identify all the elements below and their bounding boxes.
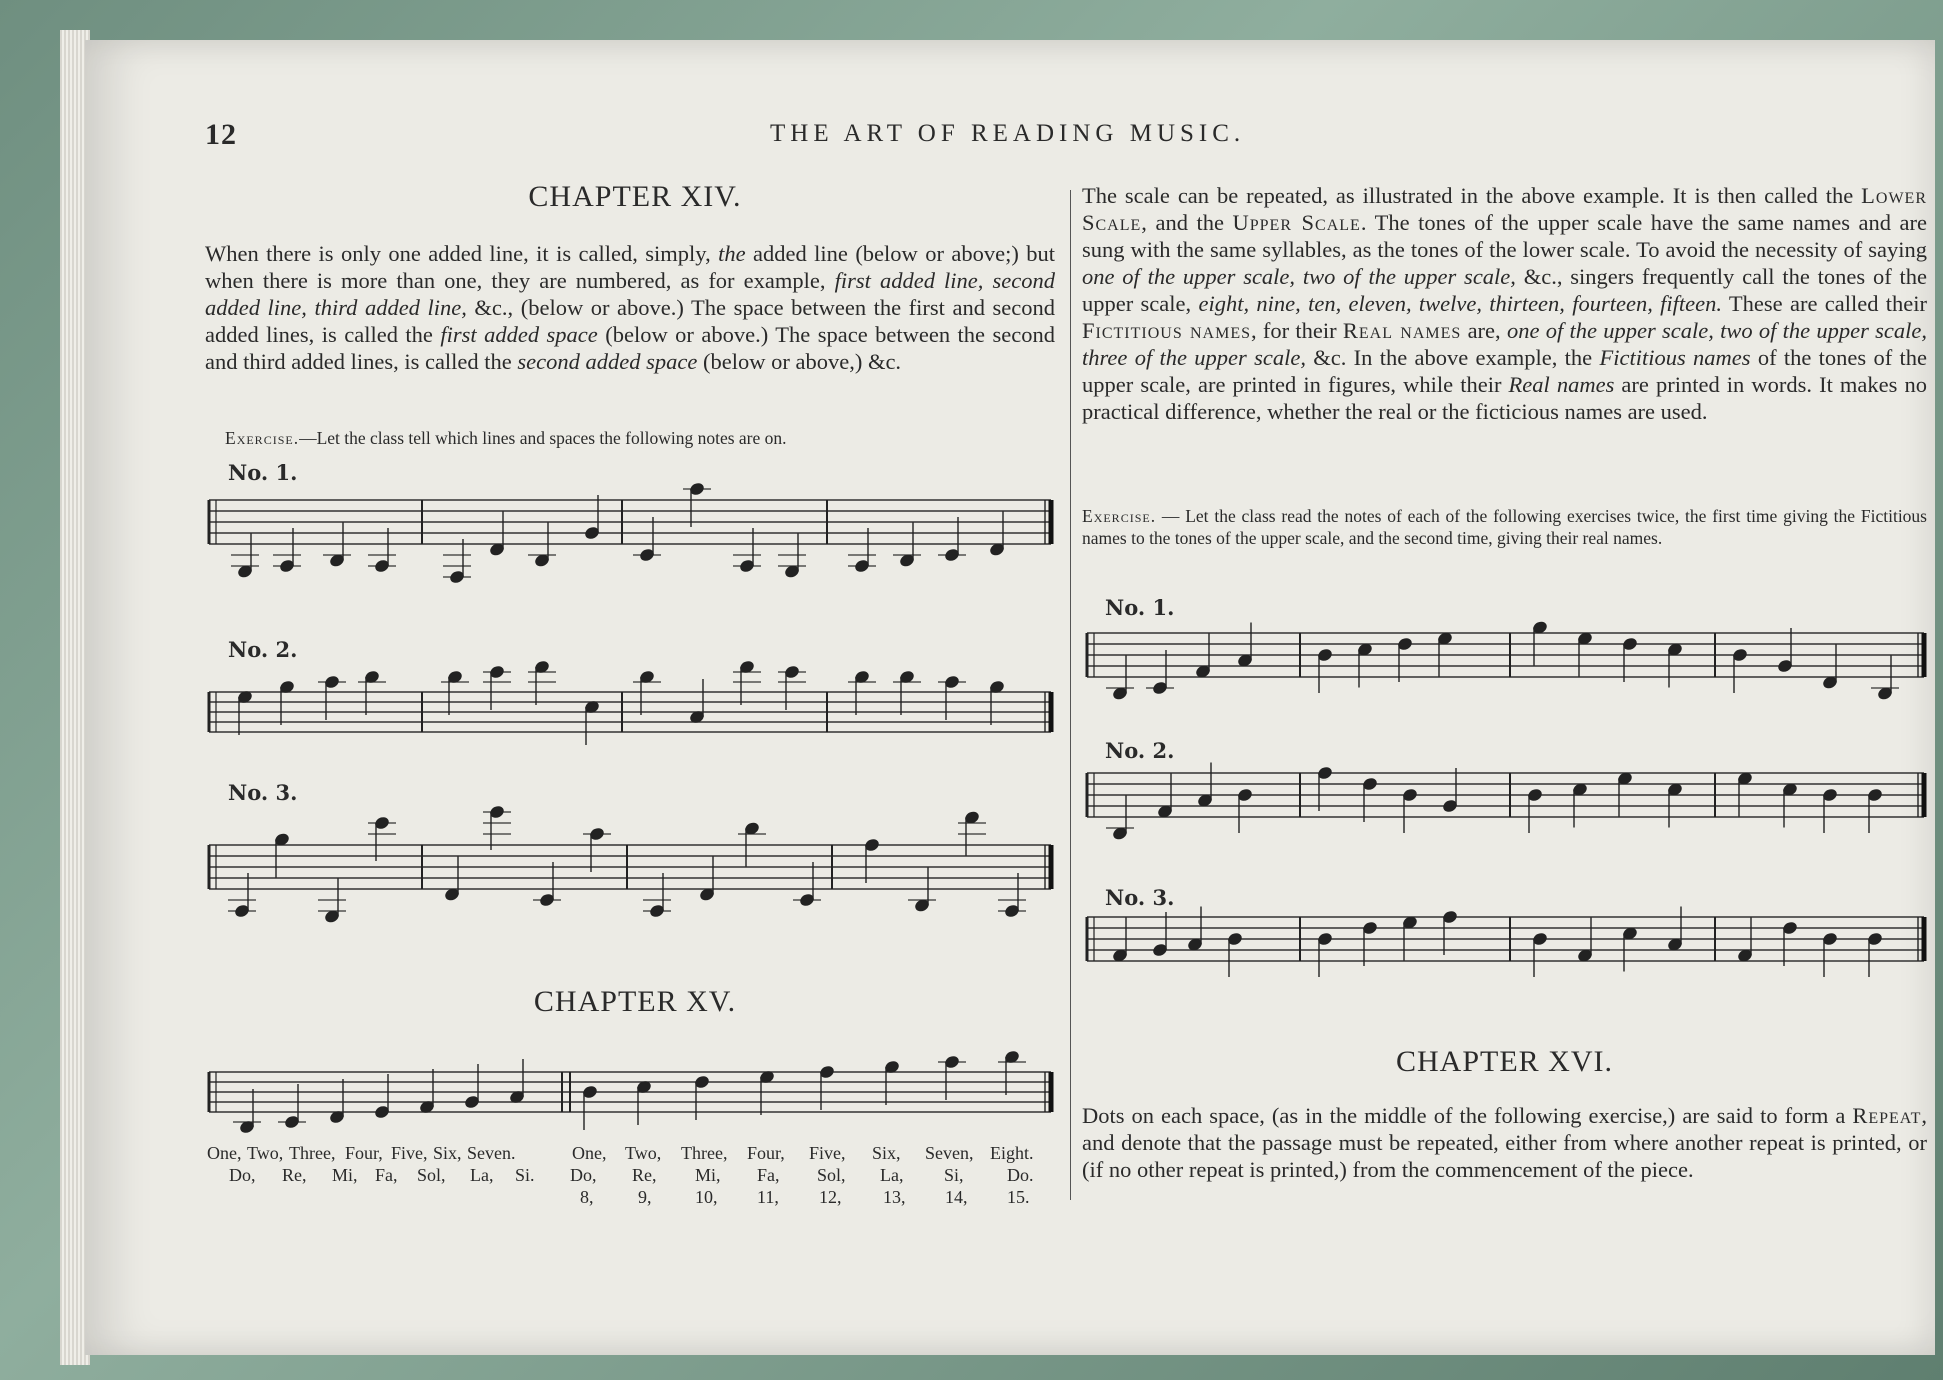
- music-staff-r2: [1085, 755, 1930, 865]
- chapter-16-title: CHAPTER XVI.: [1395, 1045, 1613, 1078]
- syllable-solfege: La,: [880, 1165, 904, 1185]
- chapter-16-paragraph: Dots on each space, (as in the middle of the following exercise,) are said to form a Repeat, and denote that the passage must be repeated, either from where another repeat is printed, or (if no other repeat is printed,) from the commencement of the piece.: [1082, 1103, 1927, 1182]
- syllable-figure: 12,: [819, 1187, 842, 1207]
- exercise-instruction-right: Exercise. — Let the class read the notes of each of the following exercises twice, the first time giving the Fictitious names to the tones of the upper scale, and the second time, giving their real names.: [1082, 506, 1927, 548]
- syllable-number: Two,: [247, 1143, 284, 1163]
- syllable-number: Six,: [433, 1143, 462, 1163]
- syllable-solfege: La,: [470, 1165, 494, 1185]
- syllable-number: One,: [207, 1143, 242, 1163]
- syllable-number: Three,: [681, 1143, 728, 1163]
- syllable-number: Seven,: [925, 1143, 974, 1163]
- syllable-solfege: Do.: [1007, 1165, 1034, 1185]
- column-divider: [1070, 190, 1071, 1200]
- syllable-solfege: Sol,: [817, 1165, 846, 1185]
- syllable-solfege: Si.: [515, 1165, 535, 1185]
- syllable-number: One,: [572, 1143, 607, 1163]
- chapter-15-title: CHAPTER XV.: [533, 985, 737, 1018]
- music-staff-l2: [207, 680, 1057, 760]
- page-number: 12: [205, 118, 237, 151]
- syllable-solfege: Sol,: [417, 1165, 446, 1185]
- syllable-number: Two,: [625, 1143, 662, 1163]
- syllable-figure: 10,: [695, 1187, 718, 1207]
- syllable-solfege: Mi,: [695, 1165, 721, 1185]
- exercise-no-3-right: No. 3.: [1105, 885, 1175, 910]
- syllable-number: Three,: [289, 1143, 336, 1163]
- exercise-no-1-right: No. 1.: [1105, 595, 1175, 620]
- music-staff-l3: [207, 825, 1057, 935]
- running-title: THE ART OF READING MUSIC.: [770, 120, 1246, 147]
- syllable-number: Four,: [345, 1143, 383, 1163]
- music-staff-r3: [1085, 905, 1930, 1005]
- syllable-solfege: Do,: [570, 1165, 597, 1185]
- exercise-no-1-left: No. 1.: [228, 460, 298, 485]
- syllable-number: Five,: [391, 1143, 428, 1163]
- exercise-no-3-left: No. 3.: [228, 780, 298, 805]
- syllable-number: Five,: [809, 1143, 846, 1163]
- syllable-solfege: Fa,: [375, 1165, 398, 1185]
- chapter-14-paragraph: When there is only one added line, it is called, simply, the added line (below or above;) but when there is more than one, they are numbered, as for example, first added line, second added line, third added line, &c., (below or above.) The space between the first and second added lines, is called the first added space (below or above.) The space between the second and third added lines, is called the second added space (below or above,) &c.: [205, 241, 1055, 374]
- syllable-solfege: Re,: [282, 1165, 307, 1185]
- exercise-no-2-right: No. 2.: [1105, 738, 1175, 763]
- syllable-figure: 9,: [638, 1187, 652, 1207]
- syllable-solfege: Re,: [632, 1165, 657, 1185]
- music-staff-scale: [207, 1060, 1057, 1140]
- syllable-solfege: Do,: [229, 1165, 256, 1185]
- syllable-figure: 8,: [580, 1187, 594, 1207]
- syllable-solfege: Fa,: [757, 1165, 780, 1185]
- right-paragraph-1: The scale can be repeated, as illustrated in the above example. It is then called the Lower Scale, and the Upper Scale. The tones of the upper scale have the same names and are sung with the same syllables, as the tones of the lower scale. To avoid the necessity of saying one of the upper scale, two of the upper scale, &c., singers frequently call the tones of the upper scale, eight, nine, ten, eleven, twelve, thirteen, fourteen, fifteen. These are called their Fictitious names, for their Real names are, one of the upper scale, two of the upper scale, three of the upper scale, &c. In the above example, the Fictitious names of the tones of the upper scale, are printed in figures, while their Real names are printed in words. It makes no practical difference, whether the real or the ficticious names are used.: [1082, 183, 1928, 424]
- exercise-no-2-left: No. 2.: [228, 637, 298, 662]
- syllable-figure: 15.: [1007, 1187, 1030, 1207]
- syllable-number: Four,: [747, 1143, 785, 1163]
- chapter-14-title: CHAPTER XIV.: [528, 180, 742, 213]
- music-staff-r1: [1085, 615, 1930, 725]
- scale-syllables: [207, 1143, 1057, 1213]
- syllable-solfege: Mi,: [332, 1165, 358, 1185]
- exercise-instruction-left: Exercise.—Let the class tell which lines and spaces the following notes are on.: [225, 428, 787, 448]
- syllable-figure: 11,: [757, 1187, 779, 1207]
- syllable-figure: 13,: [883, 1187, 906, 1207]
- syllable-number: Six,: [872, 1143, 901, 1163]
- syllable-figure: 14,: [945, 1187, 968, 1207]
- syllable-solfege: Si,: [944, 1165, 964, 1185]
- syllable-number: Seven.: [467, 1143, 516, 1163]
- music-staff-l1: [207, 490, 1057, 620]
- syllable-number: Eight.: [990, 1143, 1034, 1163]
